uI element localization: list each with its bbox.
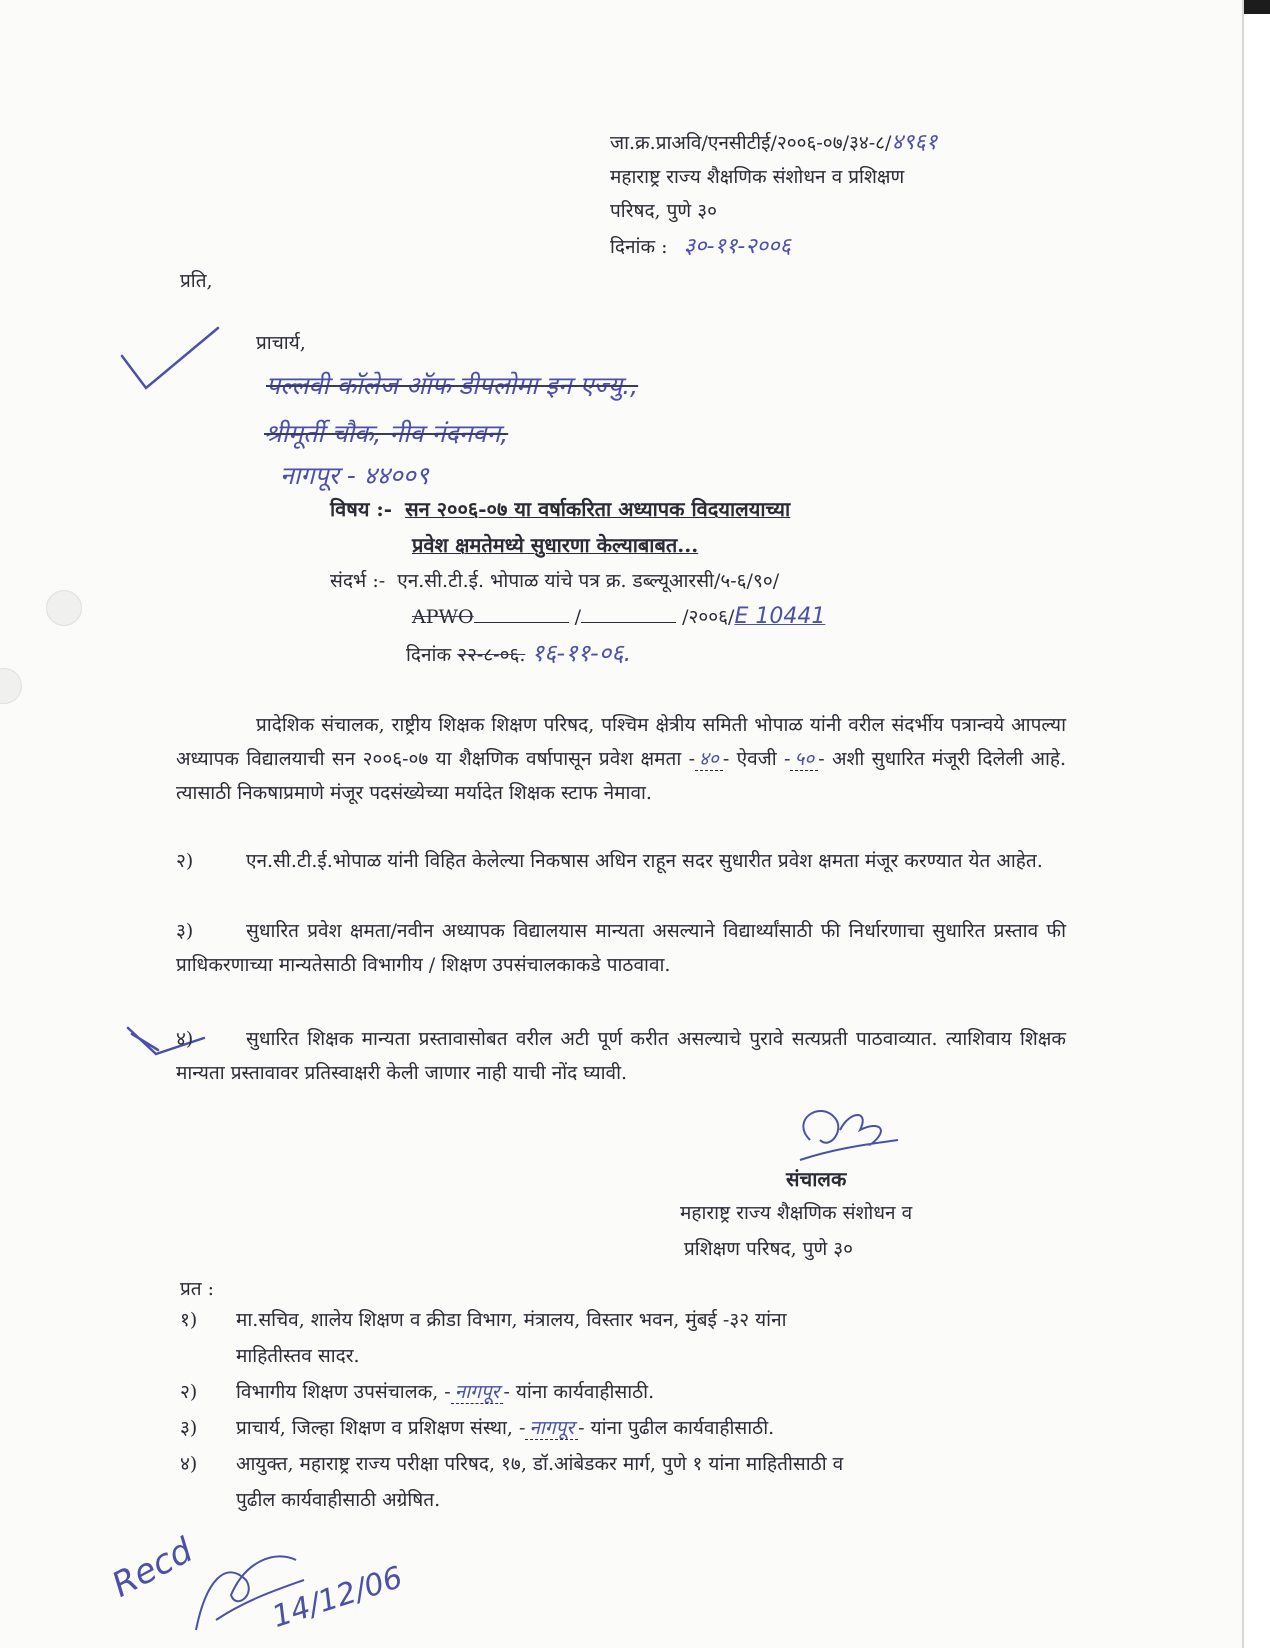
recipient-address-line-3: नागपूर - ४४००९	[280, 461, 429, 490]
body-paragraph-1: प्रादेशिक संचालक, राष्ट्रीय शिक्षक शिक्षण परिषद, पश्चिम क्षेत्रीय समिती भोपाळ यांनी वरील संदर्भीय पत्रान्वये आपल्या अध्यापक विद्यालयाची सन २००६-०७ या शैक्षणिक वर्षापासून प्रवेश क्षमता - ४० - ऐवजी - ५० - अशी सुधारित मंजूरी दिलेली आहे. त्यासाठी निकषाप्रमाणे मंजूर पदसंख्येच्या मर्यादेत शिक्षक स्टाफ नेमावा.	[176, 714, 1067, 804]
copy-item-3: ३) प्राचार्य, जिल्हा शिक्षण व प्रशिक्षण संस्था, - नागपूर - यांना पुढील कार्यवाहीसाठी.	[180, 1417, 775, 1439]
signatory-title: संचालक	[786, 1167, 847, 1191]
copy-item-1: १) मा.सचिव, शालेय शिक्षण व क्रीडा विभाग, मंत्रालय, विस्तार भवन, मुंबई -३२ यांना	[180, 1309, 787, 1331]
office-line-1: महाराष्ट्र राज्य शैक्षणिक संशोधन व प्रशिक्षण	[610, 166, 905, 188]
reference-line-3: दिनांक २२-८-०६. १६-११-०६.	[406, 639, 632, 667]
receipt-note: Recd	[105, 1530, 200, 1606]
subject-line-1: विषय :- सन २००६-०७ या वर्षाकरिता अध्यापक विदयालयाच्या	[330, 497, 791, 521]
copies-label: प्रत :	[180, 1278, 215, 1300]
reference-line-1: संदर्भ :- एन.सी.टी.ई. भोपाळ यांचे पत्र क्र. डब्ल्यूआरसी/५-६/९०/	[330, 570, 780, 592]
copy-item-2: २) विभागीय शिक्षण उपसंचालक, - नागपूर - यांना कार्यवाहीसाठी.	[180, 1381, 655, 1403]
signature-scribble	[790, 1100, 900, 1170]
punch-hole	[46, 590, 82, 626]
recipient-address-line-2: श्रीमूर्ती चौक, नीव नंदनवन,	[264, 419, 509, 448]
copy-item-1-cont: माहितीस्तव सादर.	[236, 1345, 360, 1367]
issue-date: दिनांक : ३०-११-२००६	[610, 234, 791, 259]
scan-edge-mark	[1244, 0, 1270, 14]
recipient-designation: प्राचार्य,	[256, 332, 306, 354]
reference-line-2: APWO / /२००६/E 10441	[412, 604, 826, 629]
subject-line-2: प्रवेश क्षमतेमध्ये सुधारणा केल्याबाबत...	[412, 533, 699, 557]
recipient-address-line-1: पल्लवी कॉलेज ऑफ डीपलोमा इन एज्यु.,	[266, 371, 639, 400]
receipt-date: 14/12/06	[267, 1560, 407, 1635]
signatory-line-1: महाराष्ट्र राज्य शैक्षणिक संशोधन व	[680, 1202, 913, 1224]
office-line-2: परिषद, पुणे ३०	[610, 200, 717, 222]
body-item-2: २) एन.सी.टी.ई.भोपाळ यांनी विहित केलेल्या निकषास अधिन राहून सदर सुधारीत प्रवेश क्षमता मंजूर करण्यात येत आहेत.	[176, 850, 1043, 872]
signatory-line-2: प्रशिक्षण परिषद, पुणे ३०	[684, 1238, 854, 1260]
copy-item-4: ४) आयुक्त, महाराष्ट्र राज्य परीक्षा परिषद, १७, डॉ.आंबेडकर मार्ग, पुणे १ यांना माहितीसाठी व	[180, 1453, 844, 1475]
body-item-3: ३) सुधारित प्रवेश क्षमता/नवीन अध्यापक विद्यालयास मान्यता असल्याने विद्यार्थ्यांसाठी फी निर्धारणाचा सुधारित प्रस्ताव फी प्राधिकरणाच्या मान्यतेसाठी विभागीय / शिक्षण उपसंचालकाकडे पाठवावा.	[176, 920, 1066, 976]
checkmark-icon	[120, 326, 220, 396]
body-item-4: ४) सुधारित शिक्षक मान्यता प्रस्तावासोबत वरील अटी पूर्ण करीत असल्याचे पुरावे सत्यप्रती पाठवाव्यात. त्याशिवाय शिक्षक मान्यता प्रस्तावावर प्रतिस्वाक्षरी केली जाणार नाही याची नोंद घ्यावी.	[176, 1028, 1066, 1084]
copy-item-4-cont: पुढील कार्यवाहीसाठी अग्रेषित.	[236, 1489, 441, 1511]
prati-label: प्रति,	[180, 270, 213, 292]
reference-number: जा.क्र.प्राअवि/एनसीटीई/२००६-०७/३४-८/४९६१	[610, 130, 938, 155]
punch-hole	[0, 668, 22, 704]
